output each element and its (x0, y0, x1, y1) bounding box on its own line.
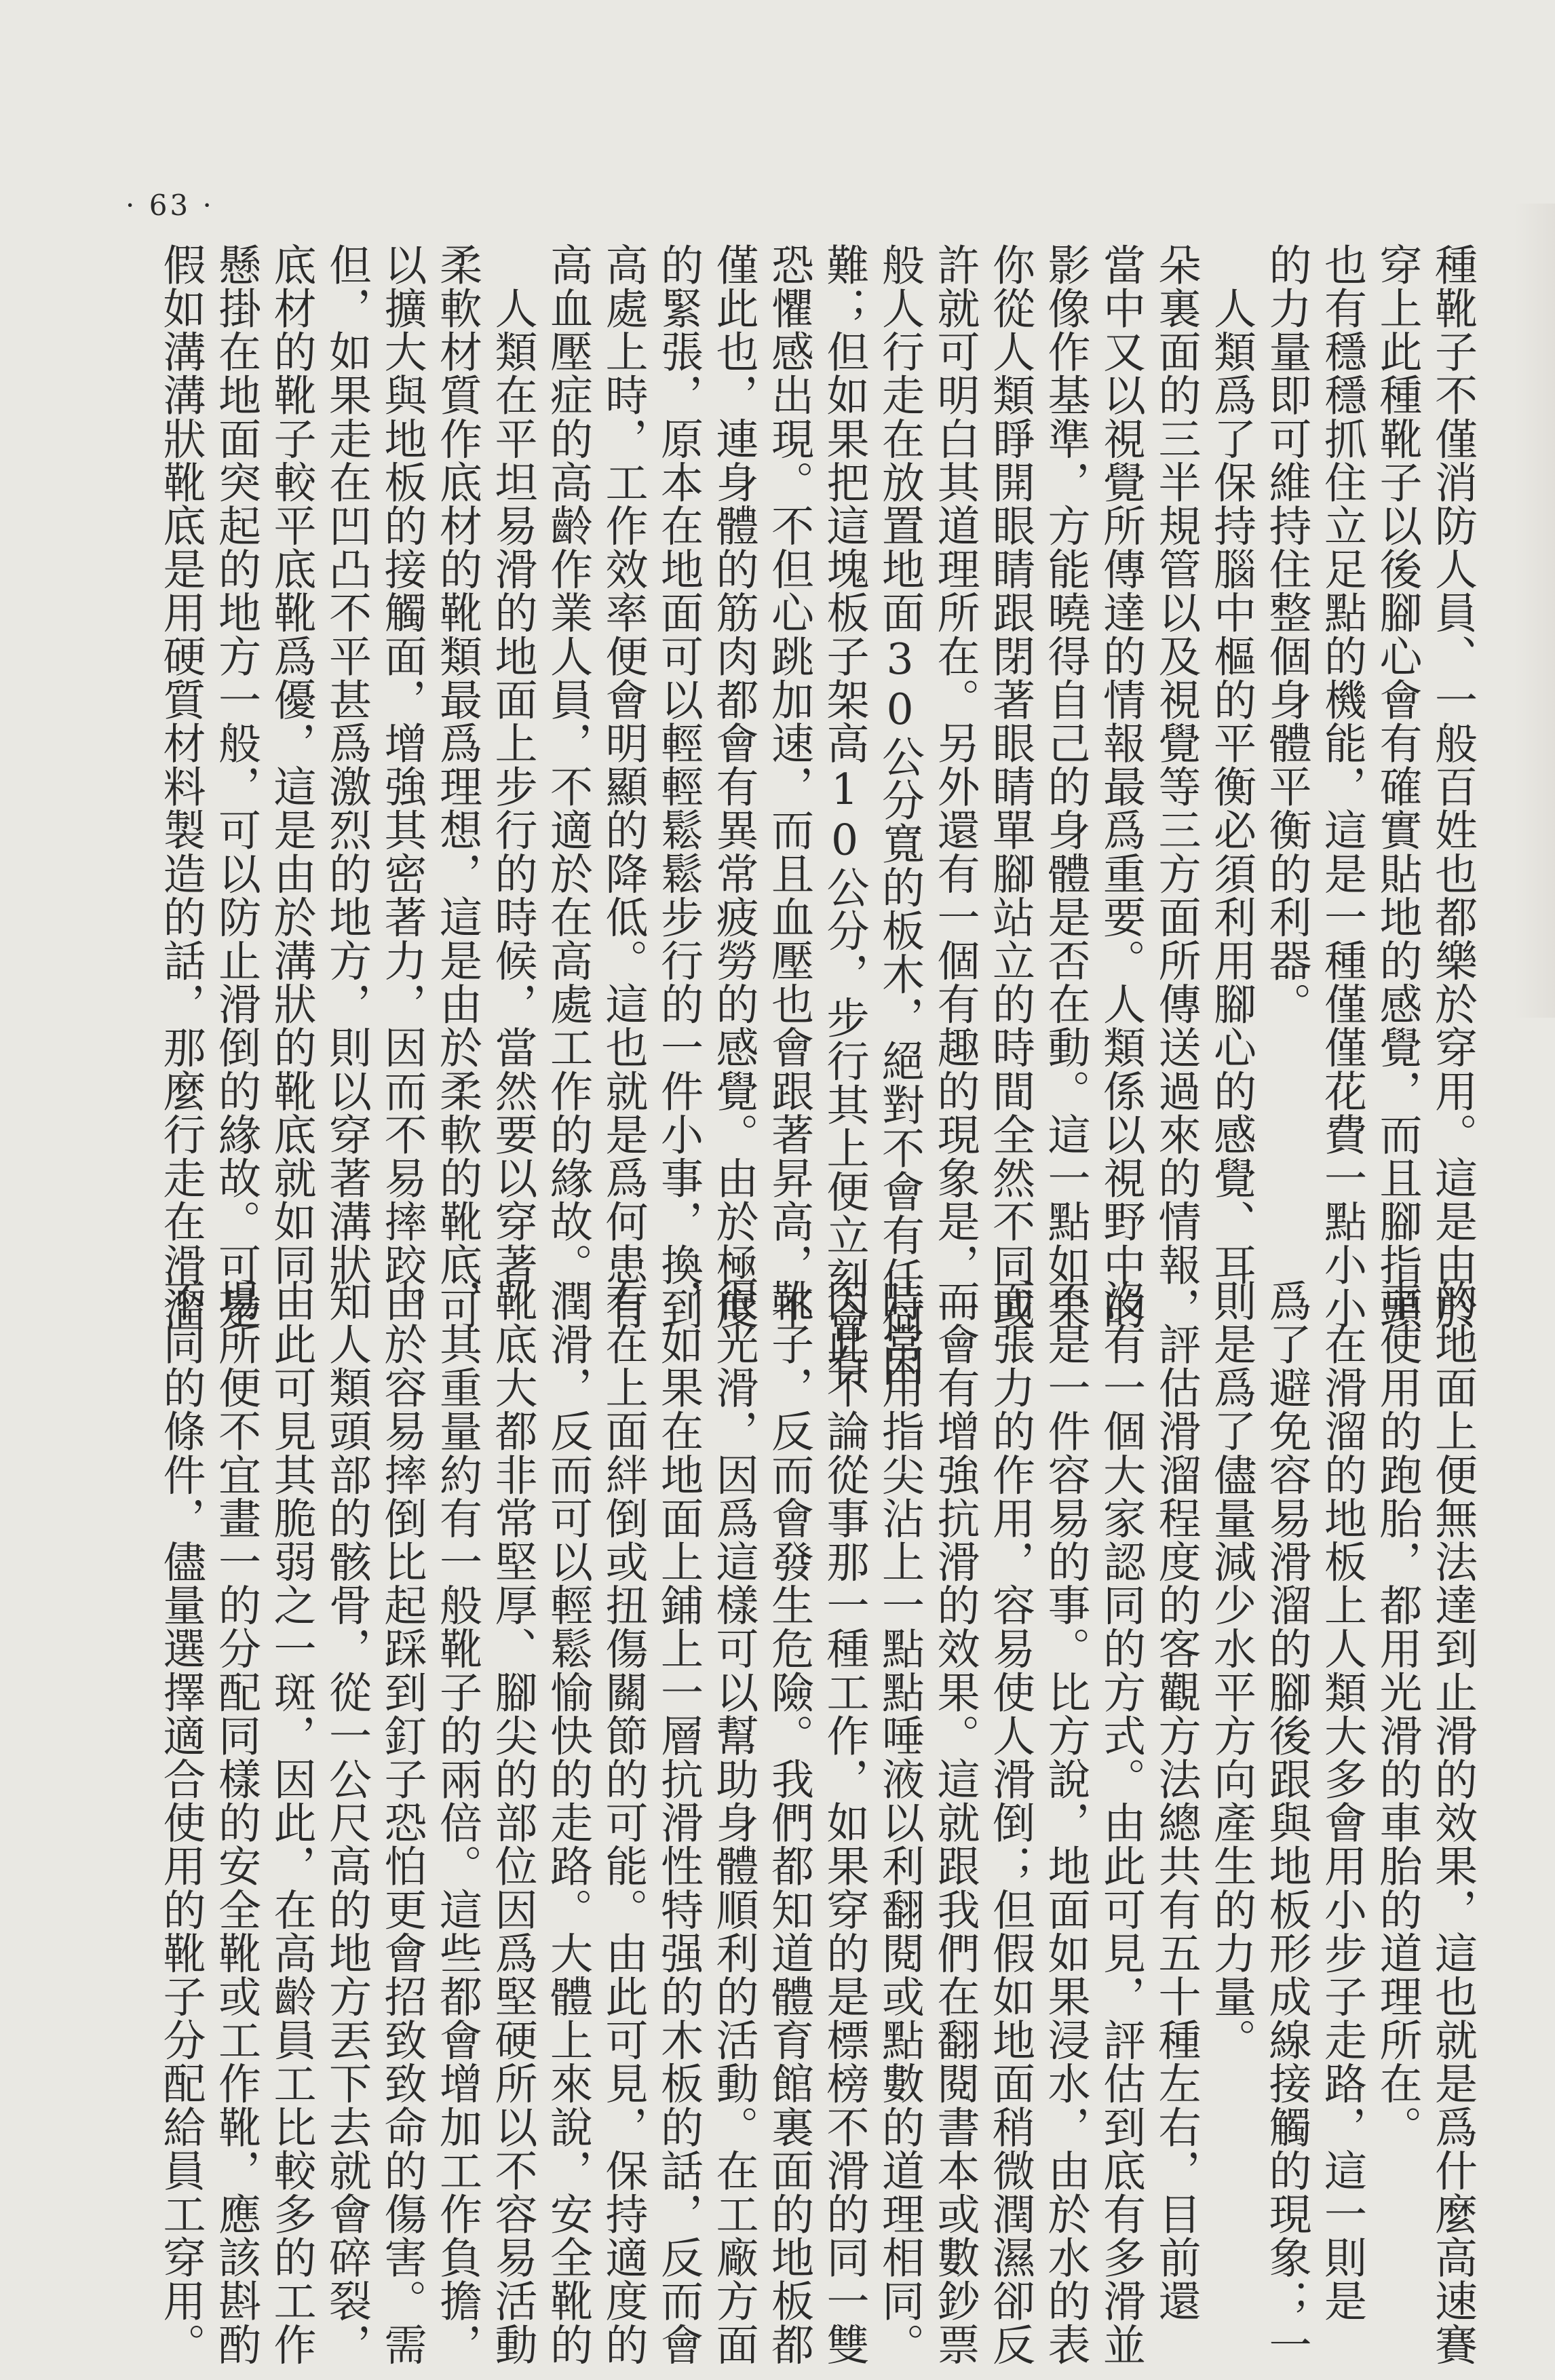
text-column: 的緊張，原本在地面可以輕輕鬆鬆步行的一件小事，換到 (654, 243, 704, 1330)
text-column: 影像作基準，方能曉得自己的身體是否在動。這一點如果 (1041, 243, 1091, 1330)
text-column: 靴底大都非常堅厚、腳尖的部位因爲堅硬所以不容易活動 (488, 1279, 538, 2366)
text-column: 時常用指尖沾上一點點唾液以利翻閱或點數的道理相同。 (875, 1279, 925, 2366)
upper-text-block (110, 243, 1480, 1387)
text-column: 假如溝溝狀靴底是用硬質材料製造的話，那麼行走在滑溜 (156, 243, 206, 1330)
text-column: 以擴大與地板的接觸面，增強其密著力，因而不易摔跤。 (377, 243, 427, 1330)
text-column: ，如果在地面上鋪上一層抗滑性特强的木板的話，反而會 (654, 1279, 704, 2366)
text-column: 也有穩穩抓住立足點的機能，這是一種僅僅花費一點小小 (1318, 243, 1367, 1330)
page-number: · 63 · (126, 189, 214, 222)
text-column: 般人行走在放置地面30公分寬的板木，絕對不會有任何困 (875, 243, 925, 1387)
text-column: 而會有增強抗滑的效果。這就跟我們在翻閱書本或數鈔票 (930, 1279, 980, 2366)
text-column: 朵裏面的三半規管以及視覺等三方面所傳送過來的情報， (1151, 243, 1202, 1330)
text-column: 恐懼感出現。不但心跳加速，而且血壓也會跟著昇高，不 (765, 243, 814, 1330)
text-column: 不是一件容易的事。比方說，地面如果浸水，由於水的表 (1041, 1279, 1091, 2366)
text-column: 當中又以視覺所傳達的情報最爲重要。人類係以視野中的 (1096, 243, 1146, 1330)
text-column: 靴子，反而會發生危險。我們都知道體育館裏面的地板都 (765, 1279, 814, 2366)
text-column: 底材的靴子較平底靴爲優，這是由於溝狀的靴底就如同 (267, 243, 317, 1287)
text-column: 許就可明白其道理所在。另外還有一個有趣的現象是，一 (930, 243, 980, 1330)
text-column: 懸掛在地面突起的地方一般，可以防止滑倒的緣故。可是 (212, 243, 261, 1330)
text-column: 由於容易摔倒比起踩到釘子恐怕更會招致致命的傷害。需 (377, 1279, 427, 2366)
text-column: 因此不論從事那一種工作，如果穿的是標榜不滑的同一雙 (820, 1279, 870, 2366)
text-column: 面張力的作用，容易使人滑倒；但假如地面稍微潤濕卻反 (986, 1279, 1035, 2366)
text-column: 有在上面絆倒或扭傷關節的可能。由此可見，保持適度的 (598, 1279, 649, 2366)
text-column: 潤滑，反而可以輕鬆愉快的走路。大體上來說，安全靴的 (543, 1279, 593, 2366)
text-column: 人類在平坦易滑的地面上步行的時候，當然要以穿著 (488, 243, 538, 1287)
text-column: 知人類頭部的骸骨，從一公尺高的地方丟下去就會碎裂， (322, 1279, 372, 2366)
text-column: 人類爲了保持腦中樞的平衡必須利用腳心的感覺、耳 (1207, 243, 1256, 1287)
text-column: 柔軟材質作底材的靴類最爲理想，這是由於柔軟的靴底可 (433, 243, 482, 1330)
text-column: 穿上此種靴子以後腳心會有確實貼地的感覺，而且腳指頭 (1372, 243, 1423, 1330)
text-column: 評估滑溜程度的客觀方法總共有五十種左右，目前還 (1151, 1279, 1202, 2323)
text-column: 的力量即可維持住整個身體平衡的利器。 (1262, 243, 1312, 1026)
text-column: 不同的條件，儘量選擇適合使用的靴子分配給員工穿用。 (156, 1279, 206, 2366)
page-edge-shadow (1514, 204, 1555, 1018)
text-column: 你從人類睜開眼睛跟閉著眼睛單腳站立的時間全然不同或 (986, 243, 1035, 1330)
text-column: ，其重量約有一般靴子的兩倍。這些都會增加工作負擔， (433, 1279, 482, 2366)
text-column: 場所便不宜畫一的分配同樣的安全靴或工作靴，應該斟酌 (212, 1279, 261, 2366)
text-column: 難；但如果把這塊板子架高10公分，步行其上便立刻會有 (820, 243, 870, 1387)
text-column: 的地面上便無法達到止滑的效果，這也就是爲什麼高速賽 (1428, 1279, 1478, 2366)
text-column: 種靴子不僅消防人員、一般百姓也都樂於穿用。這是由於 (1428, 243, 1478, 1330)
text-column: 但，如果走在凹凸不平甚爲激烈的地方，則以穿著溝狀 (322, 243, 372, 1287)
text-column: 高血壓症的高齡作業人員，不適於在高處工作的緣故。 (543, 243, 593, 1287)
text-column: 高處上時，工作效率便會明顯的降低。這也就是爲何患有 (598, 243, 649, 1330)
text-column: 沒有一個大家認同的方式。由此可見，評估到底有多滑並 (1096, 1279, 1146, 2366)
text-column: 由此可見其脆弱之一斑，因此，在高齡員工比較多的工作 (267, 1279, 317, 2366)
text-column: 僅此也，連身體的筋肉都會有異常疲勞的感覺。由於極度 (709, 243, 759, 1330)
text-column: 則是爲了儘量減少水平方向產生的力量。 (1207, 1279, 1256, 2062)
text-column: 很光滑，因爲這樣可以幫助身體順利的活動。在工廠方面 (709, 1279, 759, 2366)
text-column: 爲了避免容易滑溜的腳後跟與地板形成線接觸的現象；一 (1262, 1279, 1312, 2366)
text-column: 在滑溜的地板上人類大多會用小步子走路，這一則是 (1318, 1279, 1367, 2323)
text-column: 車使用的跑胎，都用光滑的車胎的道理所在。 (1372, 1279, 1423, 2149)
lower-text-block (110, 1279, 1480, 2366)
